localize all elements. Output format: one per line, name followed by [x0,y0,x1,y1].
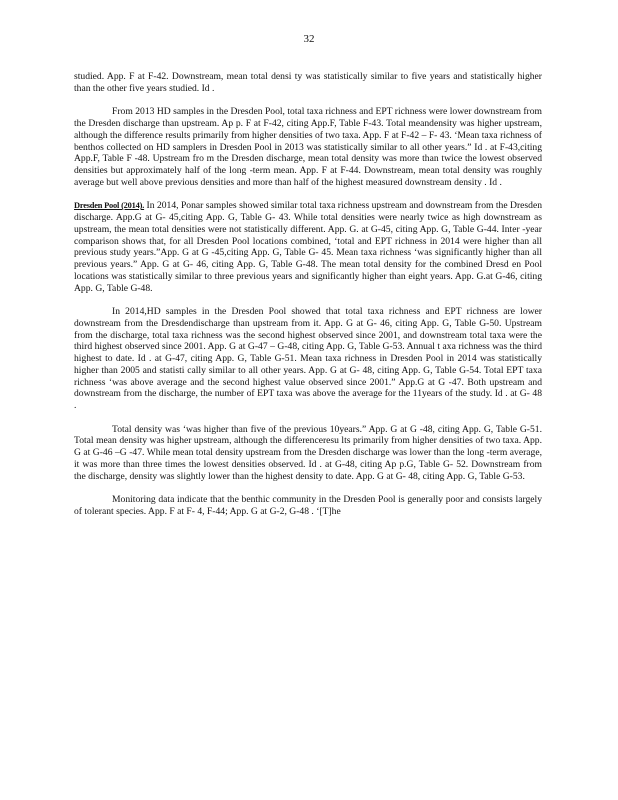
paragraph-text: In 2014, Ponar samples showed similar total taxa richness upstream and downstream from the Dresden discharge. App.G at G- 45,citing App. G, Table G- 43. While total densities were nearly twice as high downstream as upstream, the mean total densities were not statistically different. App. G. at G-45, citing App. G, Table G-44. Inter -year comparison shows that, for all Dresden Pool locations combined, ‘total and EPT richness in 2014 were higher than all previous study years.”App. G at G -45,citing App. G, Table G- 45. Mean taxa richness ‘was significantly higher than all previous years.” App. G at G- 46, citing App. G, Table G-48. The mean total density for the combined Dresd en Pool locations was statistically similar to three previous years and significantly higher than eight years. App. G.at G-46, citing App. G, Table G-48. [74,200,542,294]
document-body [74,71,542,518]
paragraph-monitoring-data: Monitoring data indicate that the benthic community in the Dresden Pool is generally poor and consists largely of tolerant species. App. F at F- 4, F-44; App. G at G-2, G-48 . ‘[T]he [74,494,542,517]
page-number: 32 [303,33,315,45]
section-heading: Dresden Pool (2014). [74,201,145,211]
paragraph-2014-hd-samples: In 2014,HD samples in the Dresden Pool showed that total taxa richness and EPT richness are lower downstream from the Dresdendischarge than upstream from it. App. G at G- 46, citing App. G, Table G-50. Upstream from the discharge, total taxa richness was the second highest observed since 2001, and downstream total taxa were the third highest observed since 2001. App. G at G-47 – G-48, citing App. G, Table G-53. Annual t axa richness was the third highest to date. Id . at G-47, citing App. G, Table G-51. Mean taxa richness in Dresden Pool in 2014 was statistically higher than 2005 and statisti cally similar to all other years. App. G at G- 48, citing App. G, Table G-54. Total EPT taxa richness ‘was above average and the second highest value observed since 2001.” App.G at G -47. Both upstream and downstream from the discharge, the number of EPT taxa was above the average for the 11years of the study. Id . at G- 48 . [74,306,542,411]
paragraph-2013-hd-samples: From 2013 HD samples in the Dresden Pool, total taxa richness and EPT richness were lower downstream from the Dresden discharge than upstream. Ap p. F at F-42, citing App.F, Table F-43. Total meandensity was higher upstream, although the difference results primarily from higher densities of two taxa. App. F at F-42 – F- 43. ‘Mean taxa richness of benthos collected on HD samplers in Dresden Pool in 2013 was statistically similar to all other years.” Id . at F-43,citing App.F, Table F -48. Upstream fro m the Dresden discharge, mean total density was more than twice the lowest observed densities but approximately half of the long -term mean. App. F at F-44. Downstream, mean total density was roughly average but well above previous densities and more than half of the highest measured downstream density . Id . [74,106,542,188]
paragraph-total-density: Total density was ‘was higher than five of the previous 10years.” App. G at G -48, citing App. G, Table G-51. Total mean density was higher upstream, although the differenceresu lts primarily from higher densities of two taxa. App. G at G-46 –G -47. While mean total density upstream from the Dresden discharge was lower than the long -term average, it was more than three times the lowest densities observed. Id . at G-48, citing Ap p.G, Table G- 52. Downstream from the discharge, density was slightly lower than the highest density to date. App. G at G- 48, citing App. G, Table G-53. [74,423,542,482]
paragraph-continuation: studied. App. F at F-42. Downstream, mean total densi ty was statistically similar to five years and statistically higher than the other five years studied. Id . [74,71,542,94]
paragraph-dresden-pool-2014 [74,200,542,294]
